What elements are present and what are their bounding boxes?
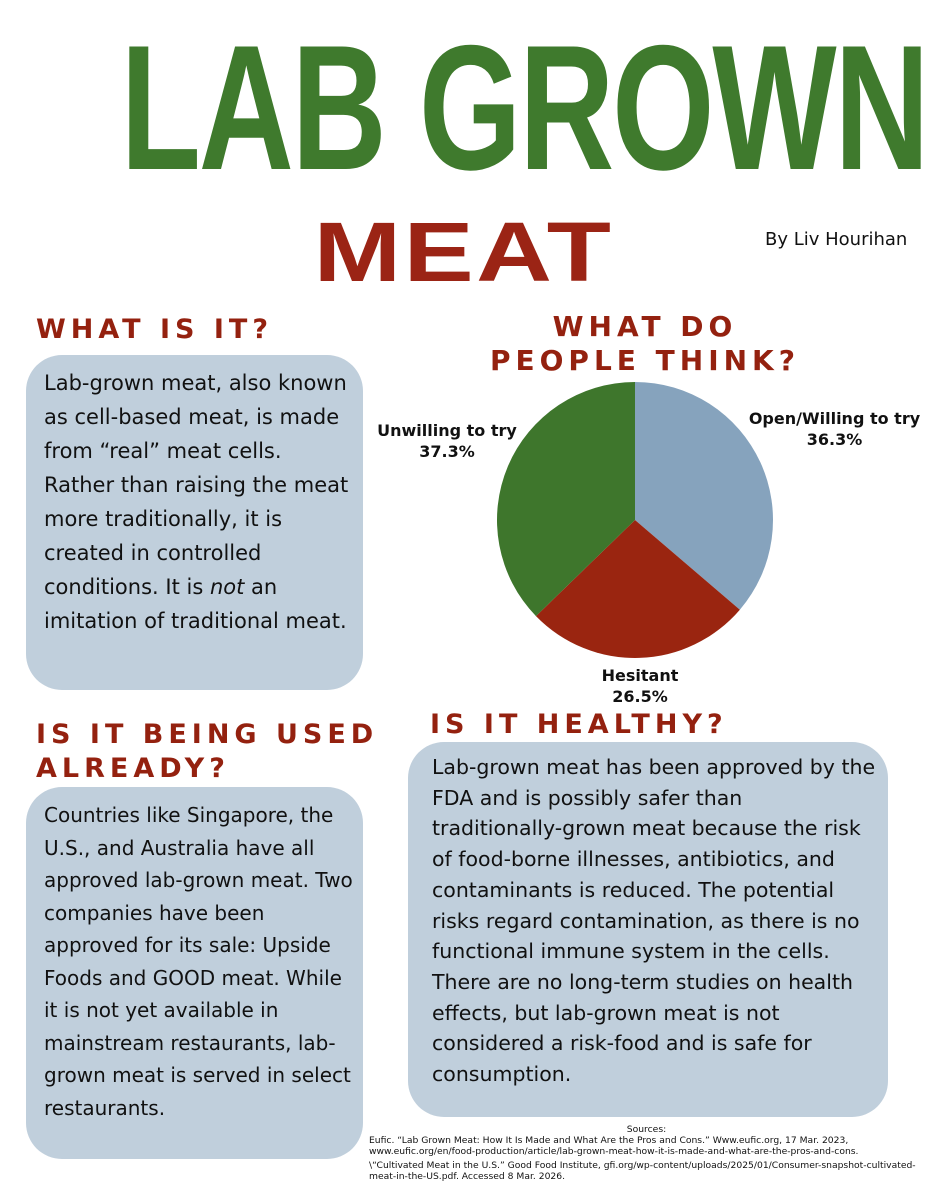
source-entry: \“Cultivated Meat in the U.S.” Good Food Institute, gfi.org/wp-content/uploads/2025/01/Consumer-snapshot-cultivated-meat-in-the-US.pdf. Accessed 8 Mar. 2026. [369, 1160, 916, 1182]
heading-what-is-it: WHAT IS IT? [36, 314, 274, 345]
sources-title: Sources: [626, 1124, 667, 1135]
opinion-pie-chart [495, 380, 775, 660]
source-entry: Eufic. “Lab Grown Meat: How It Is Made and What Are the Pros and Cons.” Www.eufic.org, 17 Mar. 2023, www.eufic.org/en/food-production/article/lab-grown-meat-how-it-is-made-and-what-are-the-pros-and-cons. [369, 1135, 859, 1157]
slice-label-unwilling: Unwilling to try 37.3% [377, 421, 517, 461]
emphasis-not: not [209, 575, 245, 599]
healthy-text: Lab-grown meat has been approved by the FDA and is possibly safer than traditionally-grown meat because the risk of food-borne illnesses, antibiotics, and contaminants is reduced. The potential risks regard contamination, as there is no functional immune system in the cells. There are no long-term studies on health effects, but lab-grown meat is not considered a risk-food and is safe for consumption. [432, 755, 876, 1087]
heading-what-do-people-think: WHAT DO PEOPLE THINK? [489, 310, 800, 377]
byline: By Liv Hourihan [765, 229, 908, 250]
sources [369, 1124, 924, 1185]
what-is-it-text: Lab-grown meat, also known as cell-based meat, is made from “real” meat cells. Rather than raising the meat more traditionally, it is created in controlled conditions. It is not an imitation of traditional meat. [44, 371, 349, 633]
heading-is-it-being-used: IS IT BEING USED ALREADY? [36, 719, 379, 784]
slice-label-hesitant: Hesitant 26.5% [601, 666, 679, 706]
heading-is-it-healthy: IS IT HEALTHY? [430, 709, 728, 740]
what-is-it-box [26, 355, 363, 690]
title-meat: MEAT [313, 205, 614, 299]
healthy-box [408, 742, 888, 1117]
title-lab-grown: LAB GROWN [120, 8, 927, 207]
being-used-text: Countries like Singapore, the U.S., and Australia have all approved lab-grown meat. Two companies have been approved for its sale: Upside Foods and GOOD meat. While it is not yet available in mainstream restaurants, lab-grown meat is served in select restaurants. [44, 803, 353, 1120]
slice-label-open: Open/Willing to try 36.3% [748, 409, 921, 449]
being-used-box [26, 787, 363, 1159]
